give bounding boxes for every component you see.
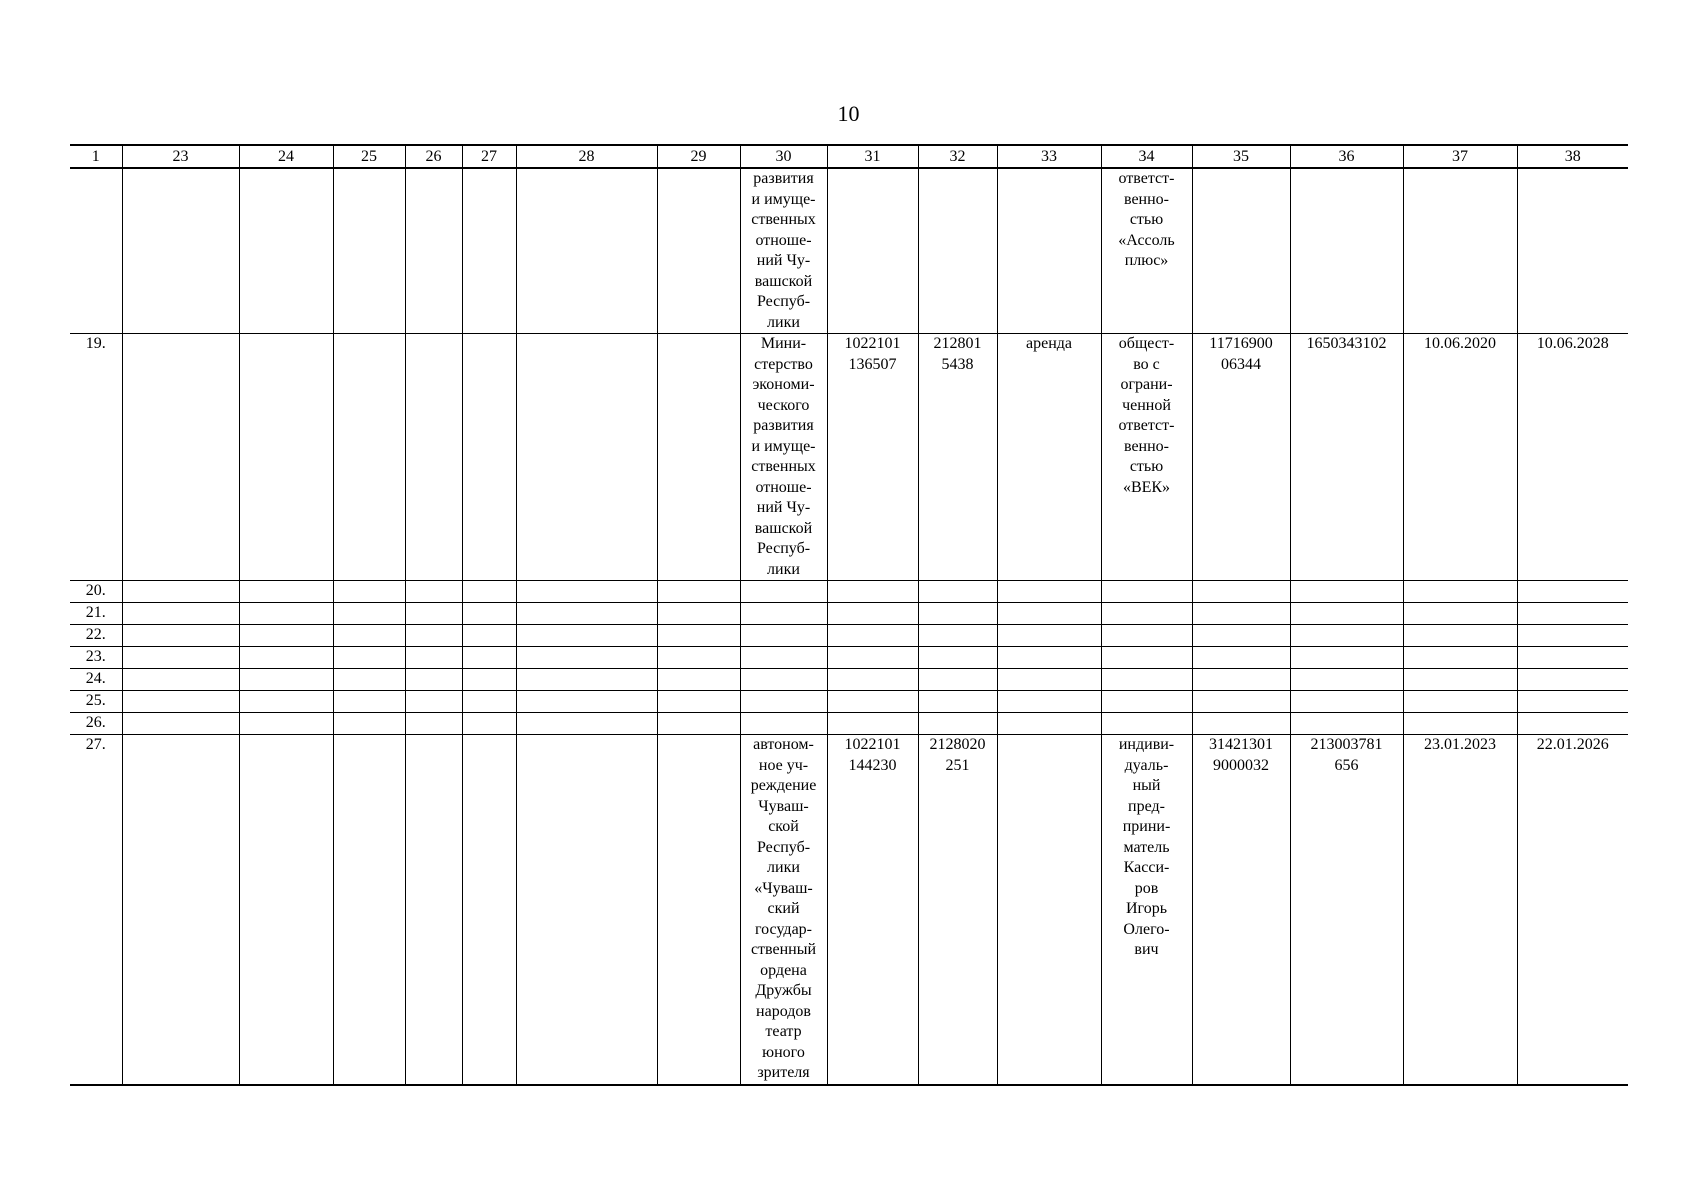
cell-col-30: развития и имуще- ственных отноше- ний Чу- вашской Респуб- лики <box>740 168 827 334</box>
cell-col-25 <box>333 334 405 581</box>
cell-col-24 <box>239 735 333 1085</box>
cell-col-26 <box>405 713 462 735</box>
column-header-33: 33 <box>997 145 1101 168</box>
cell-col-32 <box>918 168 997 334</box>
cell-col-33 <box>997 625 1101 647</box>
cell-col-36 <box>1290 691 1403 713</box>
table-row <box>70 647 1628 669</box>
cell-col-37 <box>1403 581 1517 603</box>
table-row <box>70 669 1628 691</box>
cell-col-34 <box>1101 669 1192 691</box>
cell-col-33 <box>997 603 1101 625</box>
cell-col-29 <box>657 669 740 691</box>
cell-col-36: 213003781 656 <box>1290 735 1403 1085</box>
table-row <box>70 713 1628 735</box>
row-number: 20. <box>70 581 122 603</box>
cell-col-25 <box>333 713 405 735</box>
cell-col-30: автоном- ное уч- реждение Чуваш- ской Респуб- лики «Чуваш- ский государ- ственный ордена Дружбы народов театр юного зрителя <box>740 735 827 1085</box>
cell-col-35 <box>1192 625 1290 647</box>
cell-col-27 <box>462 625 516 647</box>
page-number: 10 <box>837 101 860 126</box>
cell-col-33 <box>997 669 1101 691</box>
column-header-34: 34 <box>1101 145 1192 168</box>
table-row <box>70 581 1628 603</box>
cell-col-36: 1650343102 <box>1290 334 1403 581</box>
cell-col-38 <box>1517 581 1628 603</box>
cell-col-28 <box>516 647 657 669</box>
column-header-30: 30 <box>740 145 827 168</box>
cell-col-38 <box>1517 168 1628 334</box>
cell-col-26 <box>405 603 462 625</box>
column-header-1: 1 <box>70 145 122 168</box>
cell-col-27 <box>462 581 516 603</box>
cell-col-36 <box>1290 669 1403 691</box>
cell-col-27 <box>462 647 516 669</box>
cell-col-37: 23.01.2023 <box>1403 735 1517 1085</box>
cell-col-36 <box>1290 713 1403 735</box>
cell-col-31: 1022101 136507 <box>827 334 918 581</box>
cell-col-30 <box>740 581 827 603</box>
column-header-38: 38 <box>1517 145 1628 168</box>
cell-col-32 <box>918 669 997 691</box>
cell-col-28 <box>516 713 657 735</box>
cell-col-27 <box>462 334 516 581</box>
cell-col-30 <box>740 603 827 625</box>
cell-col-38 <box>1517 647 1628 669</box>
cell-col-28 <box>516 334 657 581</box>
cell-col-29 <box>657 625 740 647</box>
column-header-29: 29 <box>657 145 740 168</box>
row-number <box>70 168 122 334</box>
cell-col-35 <box>1192 603 1290 625</box>
cell-col-38 <box>1517 625 1628 647</box>
cell-col-38 <box>1517 713 1628 735</box>
table-row <box>70 691 1628 713</box>
table-row <box>70 334 1628 581</box>
cell-col-24 <box>239 168 333 334</box>
cell-col-27 <box>462 168 516 334</box>
cell-col-34 <box>1101 647 1192 669</box>
cell-col-29 <box>657 603 740 625</box>
table-row <box>70 625 1628 647</box>
cell-col-31 <box>827 581 918 603</box>
cell-col-34: общест- во с ограни- ченной ответст- венно- стью «ВЕК» <box>1101 334 1192 581</box>
cell-col-23 <box>122 691 239 713</box>
cell-col-33 <box>997 581 1101 603</box>
cell-col-37: 10.06.2020 <box>1403 334 1517 581</box>
row-number: 24. <box>70 669 122 691</box>
cell-col-26 <box>405 168 462 334</box>
cell-col-38 <box>1517 691 1628 713</box>
cell-col-35: 31421301 9000032 <box>1192 735 1290 1085</box>
cell-col-36 <box>1290 581 1403 603</box>
cell-col-33 <box>997 735 1101 1085</box>
cell-col-24 <box>239 713 333 735</box>
cell-col-32 <box>918 625 997 647</box>
cell-col-24 <box>239 603 333 625</box>
table-row <box>70 603 1628 625</box>
row-number: 22. <box>70 625 122 647</box>
column-header-24: 24 <box>239 145 333 168</box>
cell-col-31 <box>827 691 918 713</box>
row-number: 23. <box>70 647 122 669</box>
cell-col-36 <box>1290 625 1403 647</box>
cell-col-23 <box>122 168 239 334</box>
table-row <box>70 735 1628 1085</box>
cell-col-37 <box>1403 603 1517 625</box>
cell-col-24 <box>239 625 333 647</box>
cell-col-33 <box>997 647 1101 669</box>
cell-col-36 <box>1290 603 1403 625</box>
cell-col-38: 22.01.2026 <box>1517 735 1628 1085</box>
column-header-27: 27 <box>462 145 516 168</box>
column-header-35: 35 <box>1192 145 1290 168</box>
cell-col-24 <box>239 334 333 581</box>
table-row <box>70 168 1628 334</box>
cell-col-26 <box>405 647 462 669</box>
cell-col-33 <box>997 168 1101 334</box>
cell-col-32 <box>918 581 997 603</box>
cell-col-34: индиви- дуаль- ный пред- прини- матель Касси- ров Игорь Олего- вич <box>1101 735 1192 1085</box>
cell-col-24 <box>239 669 333 691</box>
cell-col-29 <box>657 334 740 581</box>
cell-col-38 <box>1517 603 1628 625</box>
cell-col-35 <box>1192 691 1290 713</box>
column-header-28: 28 <box>516 145 657 168</box>
cell-col-26 <box>405 691 462 713</box>
row-number: 27. <box>70 735 122 1085</box>
cell-col-38: 10.06.2028 <box>1517 334 1628 581</box>
cell-col-23 <box>122 581 239 603</box>
column-header-32: 32 <box>918 145 997 168</box>
cell-col-30 <box>740 669 827 691</box>
column-header-25: 25 <box>333 145 405 168</box>
cell-col-30 <box>740 691 827 713</box>
cell-col-26 <box>405 581 462 603</box>
cell-col-32 <box>918 713 997 735</box>
cell-col-29 <box>657 713 740 735</box>
cell-col-30 <box>740 625 827 647</box>
column-header-23: 23 <box>122 145 239 168</box>
cell-col-26 <box>405 625 462 647</box>
cell-col-31 <box>827 625 918 647</box>
cell-col-30 <box>740 647 827 669</box>
cell-col-23 <box>122 669 239 691</box>
cell-col-25 <box>333 581 405 603</box>
cell-col-29 <box>657 647 740 669</box>
cell-col-28 <box>516 669 657 691</box>
cell-col-31 <box>827 669 918 691</box>
cell-col-35 <box>1192 713 1290 735</box>
cell-col-23 <box>122 647 239 669</box>
cell-col-34 <box>1101 691 1192 713</box>
cell-col-32: 212801 5438 <box>918 334 997 581</box>
cell-col-35: 11716900 06344 <box>1192 334 1290 581</box>
cell-col-32 <box>918 691 997 713</box>
cell-col-31 <box>827 713 918 735</box>
cell-col-29 <box>657 168 740 334</box>
cell-col-37 <box>1403 713 1517 735</box>
cell-col-25 <box>333 735 405 1085</box>
cell-col-37 <box>1403 647 1517 669</box>
cell-col-24 <box>239 691 333 713</box>
row-number: 21. <box>70 603 122 625</box>
cell-col-36 <box>1290 168 1403 334</box>
cell-col-33 <box>997 691 1101 713</box>
cell-col-28 <box>516 691 657 713</box>
cell-col-27 <box>462 713 516 735</box>
cell-col-31: 1022101 144230 <box>827 735 918 1085</box>
cell-col-28 <box>516 168 657 334</box>
cell-col-34 <box>1101 581 1192 603</box>
row-number: 25. <box>70 691 122 713</box>
cell-col-30 <box>740 713 827 735</box>
cell-col-25 <box>333 603 405 625</box>
cell-col-26 <box>405 334 462 581</box>
cell-col-26 <box>405 669 462 691</box>
cell-col-34: ответст- венно- стью «Ассоль плюс» <box>1101 168 1192 334</box>
cell-col-31 <box>827 603 918 625</box>
cell-col-23 <box>122 334 239 581</box>
cell-col-37 <box>1403 669 1517 691</box>
header-row <box>70 145 1628 168</box>
row-number: 19. <box>70 334 122 581</box>
cell-col-35 <box>1192 647 1290 669</box>
cell-col-28 <box>516 735 657 1085</box>
cell-col-32: 2128020 251 <box>918 735 997 1085</box>
column-header-36: 36 <box>1290 145 1403 168</box>
cell-col-25 <box>333 168 405 334</box>
cell-col-27 <box>462 669 516 691</box>
column-header-37: 37 <box>1403 145 1517 168</box>
cell-col-33: аренда <box>997 334 1101 581</box>
column-header-31: 31 <box>827 145 918 168</box>
cell-col-25 <box>333 669 405 691</box>
cell-col-25 <box>333 691 405 713</box>
cell-col-34 <box>1101 713 1192 735</box>
column-header-26: 26 <box>405 145 462 168</box>
cell-col-23 <box>122 735 239 1085</box>
registry-table <box>70 144 1628 1086</box>
cell-col-24 <box>239 581 333 603</box>
cell-col-37 <box>1403 168 1517 334</box>
cell-col-35 <box>1192 168 1290 334</box>
cell-col-23 <box>122 713 239 735</box>
cell-col-29 <box>657 691 740 713</box>
cell-col-25 <box>333 625 405 647</box>
cell-col-35 <box>1192 669 1290 691</box>
cell-col-29 <box>657 581 740 603</box>
cell-col-25 <box>333 647 405 669</box>
cell-col-31 <box>827 647 918 669</box>
cell-col-33 <box>997 713 1101 735</box>
cell-col-32 <box>918 603 997 625</box>
cell-col-37 <box>1403 625 1517 647</box>
cell-col-29 <box>657 735 740 1085</box>
cell-col-30: Мини- стерство экономи- ческого развития и имуще- ственных отноше- ний Чу- вашской Респуб- лики <box>740 334 827 581</box>
row-number: 26. <box>70 713 122 735</box>
cell-col-34 <box>1101 625 1192 647</box>
cell-col-24 <box>239 647 333 669</box>
cell-col-23 <box>122 603 239 625</box>
cell-col-38 <box>1517 669 1628 691</box>
cell-col-34 <box>1101 603 1192 625</box>
cell-col-28 <box>516 603 657 625</box>
cell-col-37 <box>1403 691 1517 713</box>
cell-col-31 <box>827 168 918 334</box>
cell-col-36 <box>1290 647 1403 669</box>
cell-col-27 <box>462 735 516 1085</box>
cell-col-32 <box>918 647 997 669</box>
cell-col-35 <box>1192 581 1290 603</box>
cell-col-28 <box>516 625 657 647</box>
cell-col-26 <box>405 735 462 1085</box>
cell-col-27 <box>462 603 516 625</box>
cell-col-27 <box>462 691 516 713</box>
cell-col-23 <box>122 625 239 647</box>
cell-col-28 <box>516 581 657 603</box>
